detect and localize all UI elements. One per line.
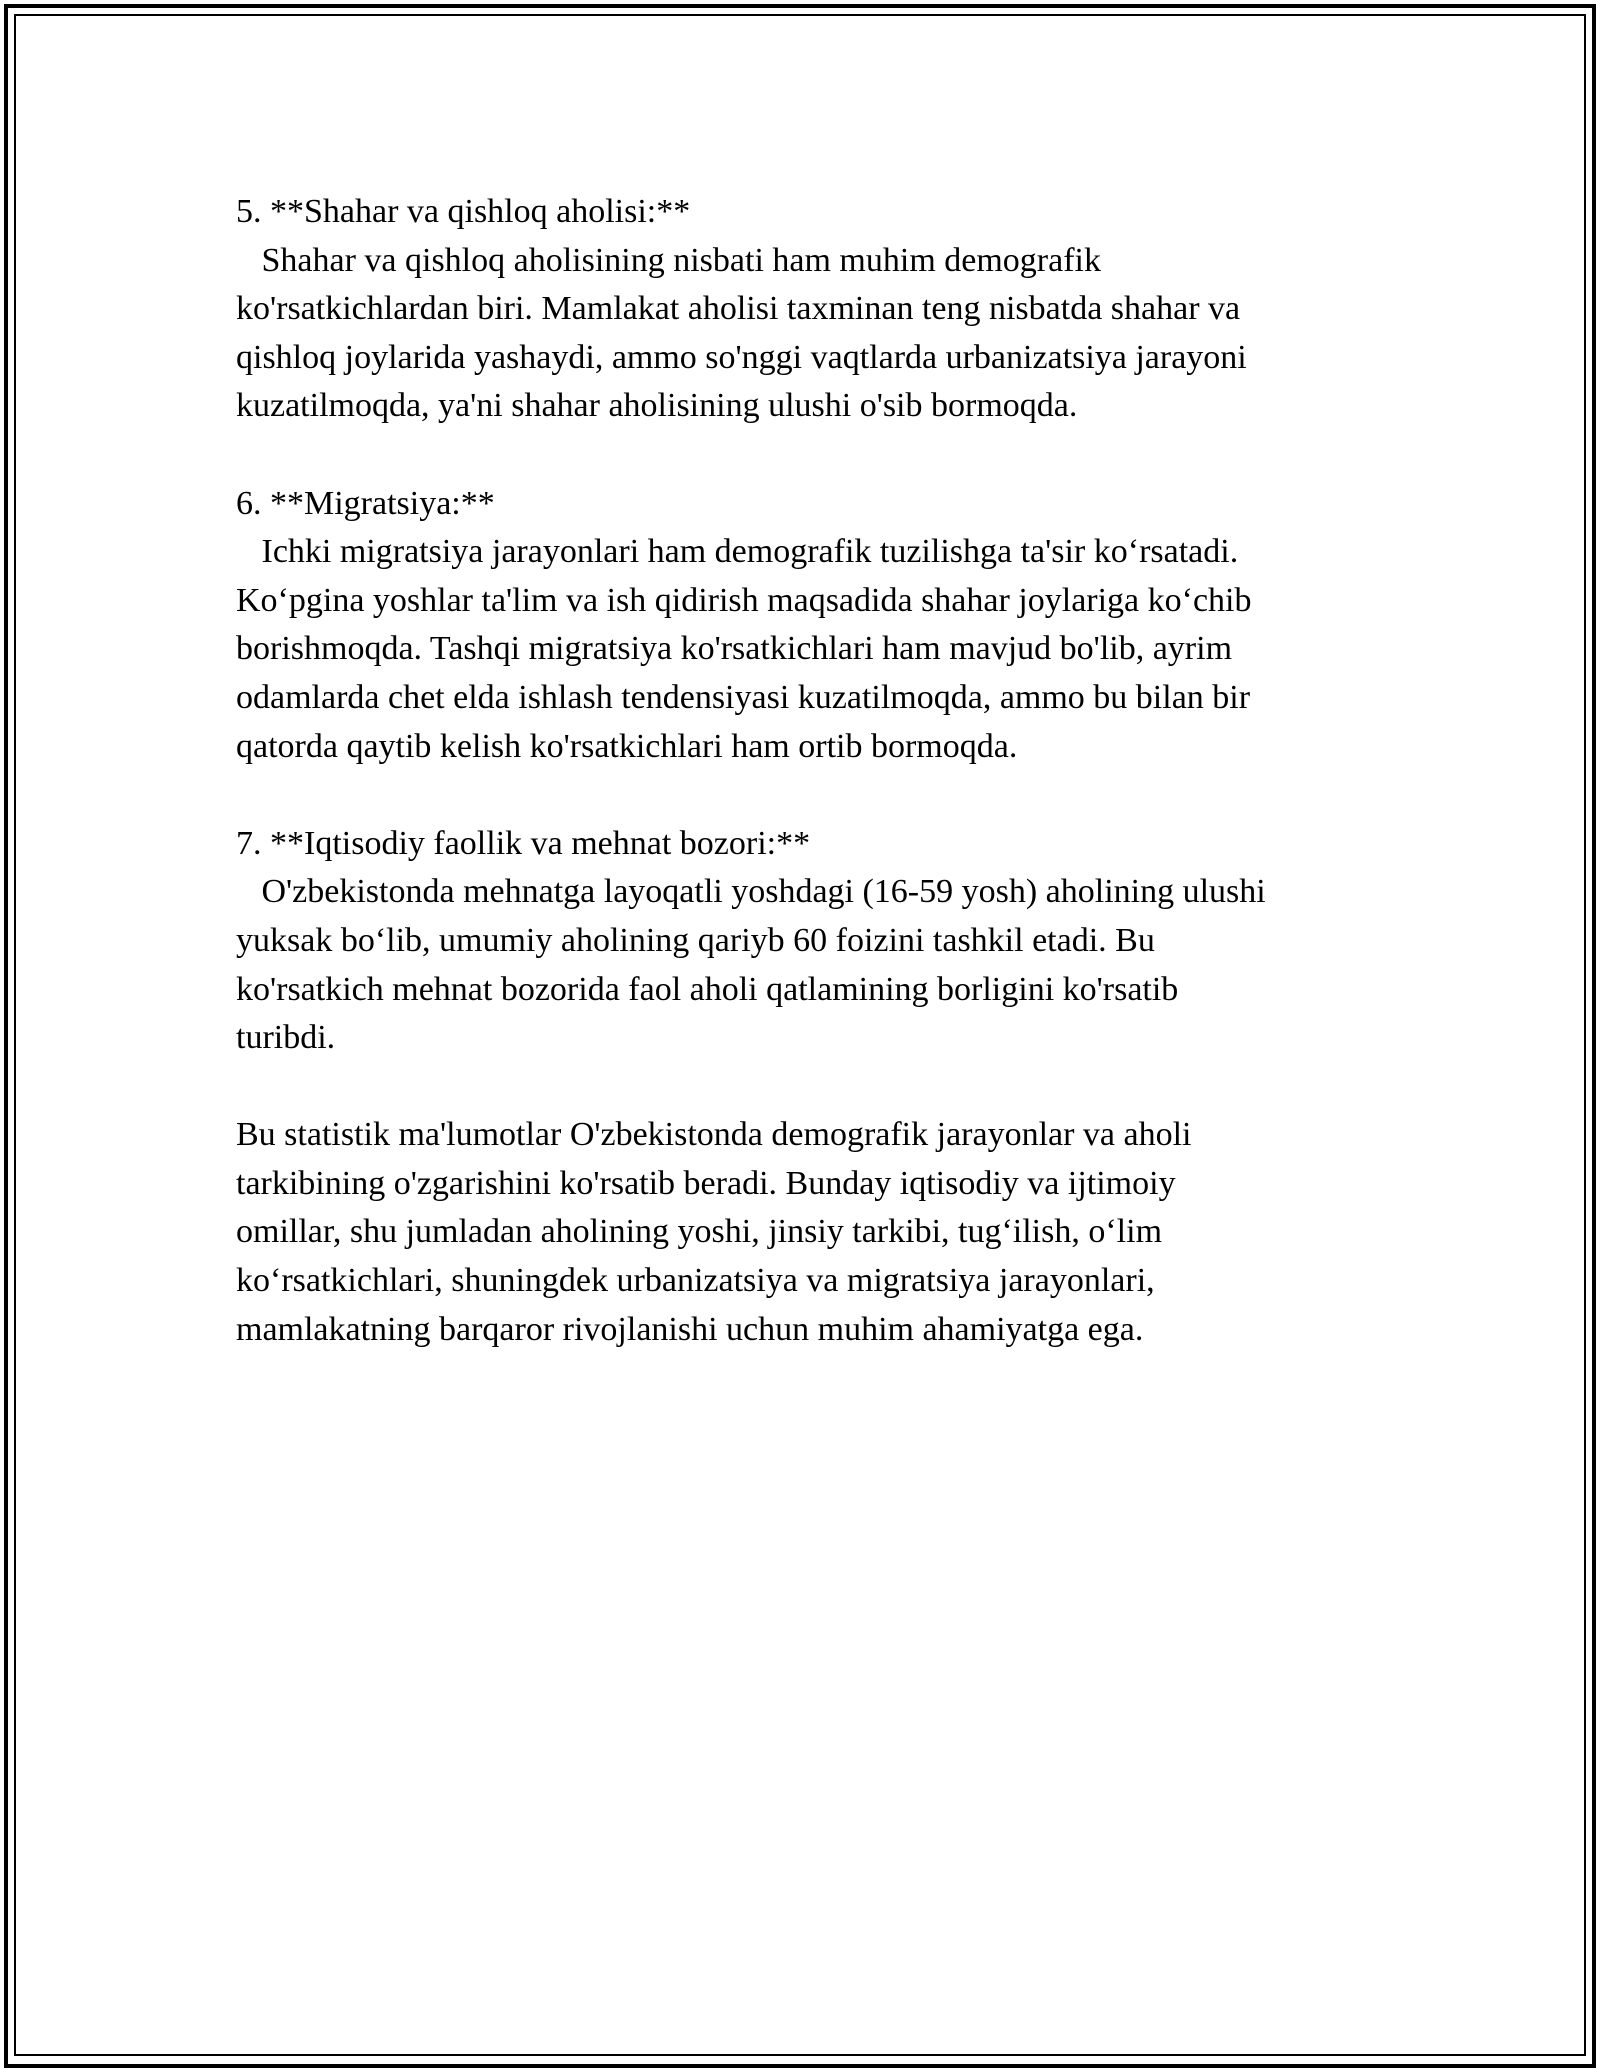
paragraph-line: ko‘rsatkichlari, shuningdek urbanizatsiya va migratsiya jarayonlari, (236, 1262, 1155, 1300)
section-economic-activity (236, 820, 1366, 1063)
section-heading: 5. **Shahar va qishloq aholisi:** (236, 193, 691, 230)
paragraph-line: qishloq joylarida yashaydi, ammo so'nggi vaqtlarda urbanizatsiya jarayoni (236, 338, 1247, 376)
section-heading: 7. **Iqtisodiy faollik va mehnat bozori:** (236, 824, 811, 862)
paragraph-line: ko'rsatkichlardan biri. Mamlakat aholisi taxminan teng nisbatda shahar va (236, 290, 1241, 328)
paragraph-line: odamlarda chet elda ishlash tendensiyasi kuzatilmoqda, ammo bu bilan bir (236, 678, 1251, 716)
paragraph-line: Bu statistik ma'lumotlar O'zbekistonda demografik jarayonlar va aholi (236, 1116, 1192, 1154)
document-body (236, 188, 1366, 1354)
paragraph-line: omillar, shu jumladan aholining yoshi, jinsiy tarkibi, tug‘ilish, o‘lim (236, 1213, 1163, 1251)
paragraph-line: turibdi. (236, 1019, 336, 1057)
paragraph-line: yuksak bo‘lib, umumiy aholining qariyb 60 foizini tashkil etadi. Bu (236, 921, 1155, 959)
paragraph-line: ko'rsatkich mehnat bozorida faol aholi qatlamining borligini ko'rsatib (236, 970, 1179, 1008)
section-migration (236, 480, 1366, 772)
paragraph-line: borishmoqda. Tashqi migratsiya ko'rsatkichlari ham mavjud bo'lib, ayrim (236, 630, 1233, 668)
paragraph-line: mamlakatning barqaror rivojlanishi uchun muhim ahamiyatga ega. (236, 1310, 1144, 1348)
paragraph-line: kuzatilmoqda, ya'ni shahar aholisining ulushi o'sib bormoqda. (236, 387, 1078, 425)
paragraph-line: Ichki migratsiya jarayonlari ham demografik tuzilishga ta'sir ko‘rsatadi. (236, 533, 1239, 571)
section-conclusion (236, 1111, 1366, 1354)
section-urban-rural (236, 188, 1366, 431)
paragraph-line: tarkibining o'zgarishini ko'rsatib beradi. Bunday iqtisodiy va ijtimoiy (236, 1164, 1176, 1202)
paragraph-line: Shahar va qishloq aholisining nisbati ham muhim demografik (236, 241, 1101, 279)
paragraph-line: O'zbekistonda mehnatga layoqatli yoshdagi (16-59 yosh) aholining ulushi (236, 873, 1266, 911)
paragraph-line: qatorda qaytib kelish ko'rsatkichlari ham ortib bormoqda. (236, 727, 1018, 765)
section-heading: 6. **Migratsiya:** (236, 484, 495, 522)
paragraph-line: Ko‘pgina yoshlar ta'lim va ish qidirish maqsadida shahar joylariga ko‘chib (236, 581, 1252, 619)
